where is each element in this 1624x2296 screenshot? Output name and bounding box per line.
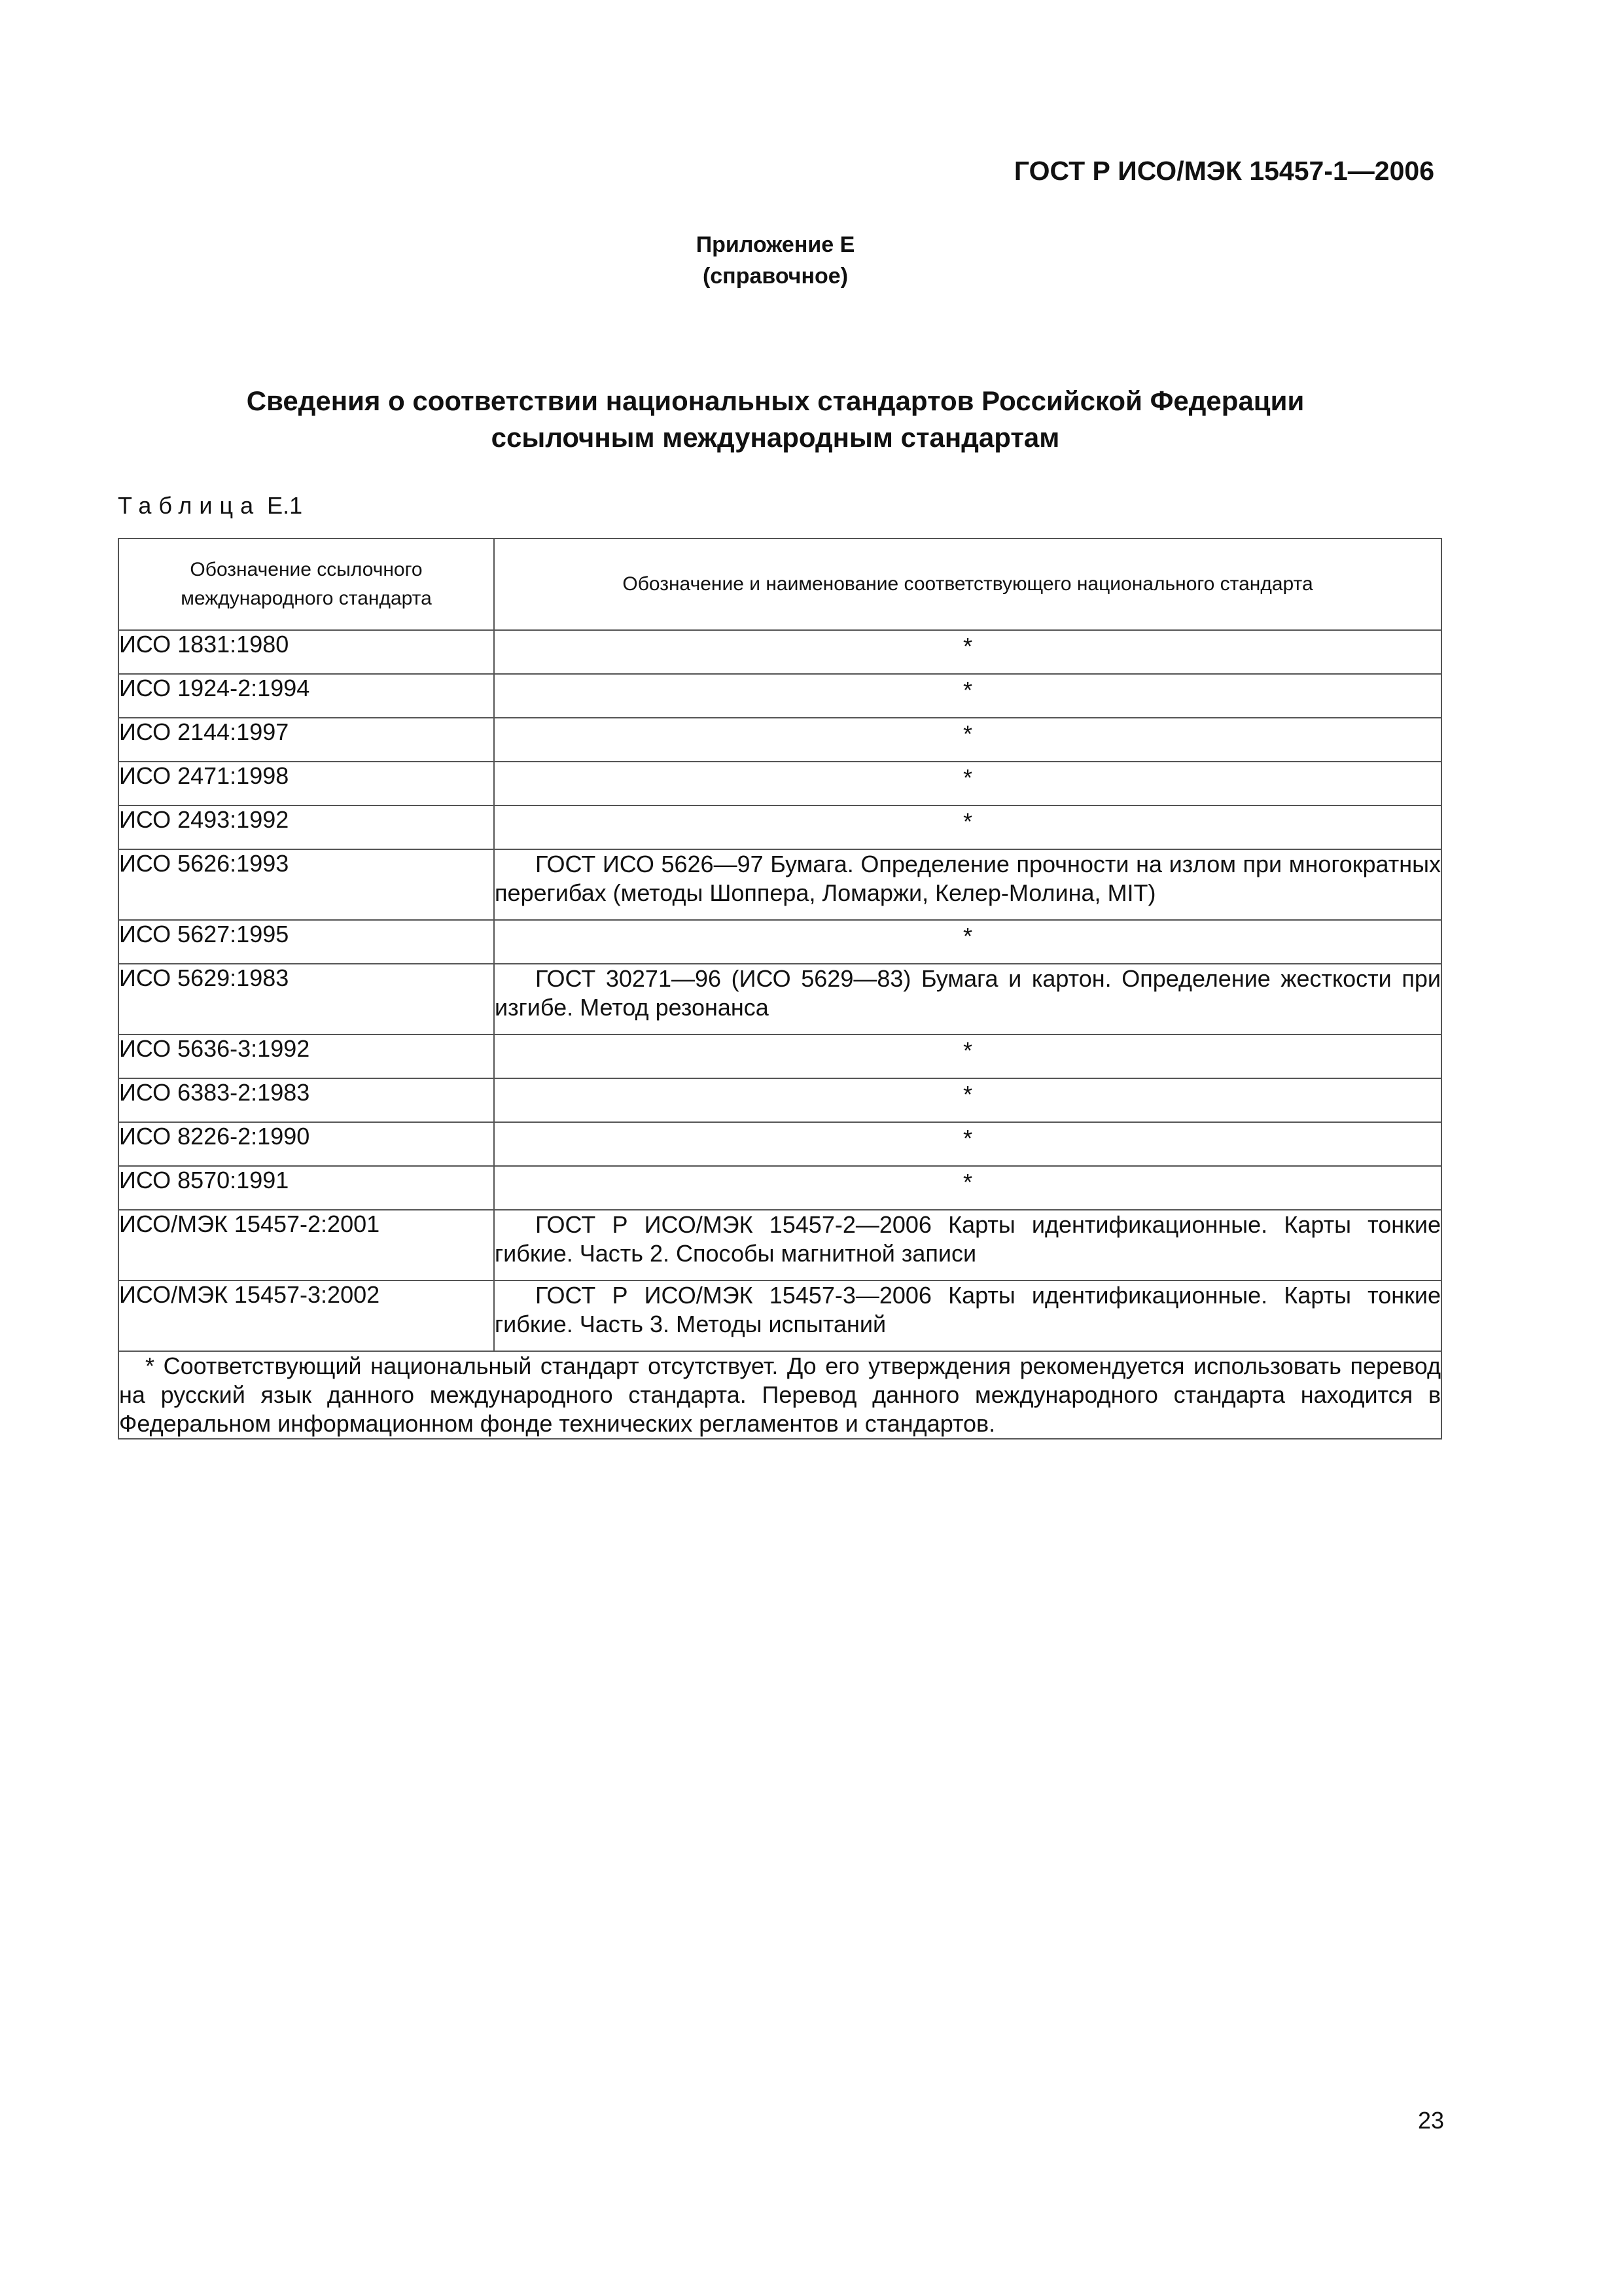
reference-standard-cell: ИСО 8226-2:1990 xyxy=(118,1122,494,1166)
national-standard-text: * xyxy=(962,1125,972,1152)
reference-standard-cell: ИСО/МЭК 15457-2:2001 xyxy=(118,1210,494,1280)
reference-standard-cell: ИСО/МЭК 15457-3:2002 xyxy=(118,1280,494,1351)
reference-standard-cell: ИСО 2144:1997 xyxy=(118,718,494,762)
national-standard-cell xyxy=(494,718,1441,762)
table-row xyxy=(118,674,1441,718)
national-standard-cell xyxy=(494,849,1441,920)
table-row xyxy=(118,920,1441,964)
appendix-label: Приложение Е xyxy=(696,232,855,257)
table-row xyxy=(118,849,1441,920)
national-standard-text: * xyxy=(962,720,972,747)
heading-line-1: Сведения о соответствии национальных стандартов Российской Федерации xyxy=(246,385,1305,416)
table-body xyxy=(118,630,1441,1439)
national-standard-cell xyxy=(494,1280,1441,1351)
table-row xyxy=(118,1078,1441,1122)
reference-standard-cell: ИСО 2471:1998 xyxy=(118,762,494,805)
national-standard-cell xyxy=(494,674,1441,718)
national-standard-cell xyxy=(494,1210,1441,1280)
national-standard-cell xyxy=(494,1122,1441,1166)
national-standard-cell xyxy=(494,1166,1441,1210)
column-header-national: Обозначение и наименование соответствующего национального стандарта xyxy=(494,539,1441,630)
table-row xyxy=(118,1166,1441,1210)
national-standard-text: ГОСТ Р ИСО/МЭК 15457-3—2006 Карты идентификационные. Карты тонкие гибкие. Часть 3. Методы испытаний xyxy=(495,1282,1441,1337)
national-standard-cell xyxy=(494,920,1441,964)
national-standard-text: ГОСТ 30271—96 (ИСО 5629—83) Бумага и картон. Определение жесткости при изгибе. Метод резонанса xyxy=(495,965,1441,1021)
table-row xyxy=(118,630,1441,674)
table-row xyxy=(118,1280,1441,1351)
national-standard-text: * xyxy=(962,1037,972,1064)
national-standard-cell xyxy=(494,1078,1441,1122)
national-standard-text: * xyxy=(962,923,972,949)
appendix-title xyxy=(0,229,1551,292)
national-standard-text: * xyxy=(962,633,972,660)
page-number: 23 xyxy=(1417,2107,1444,2134)
table-row xyxy=(118,964,1441,1034)
reference-standard-cell: ИСО 6383-2:1983 xyxy=(118,1078,494,1122)
table-row xyxy=(118,762,1441,805)
national-standard-cell xyxy=(494,630,1441,674)
heading-line-2: ссылочным международным стандартам xyxy=(491,422,1060,453)
document-code: ГОСТ Р ИСО/МЭК 15457-1—2006 xyxy=(1014,156,1434,186)
reference-standard-cell: ИСО 8570:1991 xyxy=(118,1166,494,1210)
section-heading xyxy=(0,383,1551,456)
national-standard-text: * xyxy=(962,1169,972,1195)
reference-standard-cell: ИСО 5629:1983 xyxy=(118,964,494,1034)
reference-standard-cell: ИСО 2493:1992 xyxy=(118,805,494,849)
national-standard-text: ГОСТ ИСО 5626—97 Бумага. Определение прочности на излом при многократных перегибах (методы Шоппера, Ломаржи, Келер-Молина, MIT) xyxy=(495,851,1441,906)
national-standard-cell xyxy=(494,964,1441,1034)
appendix-type: (справочное) xyxy=(702,264,849,289)
national-standard-cell xyxy=(494,805,1441,849)
table-row xyxy=(118,718,1441,762)
table-label xyxy=(118,492,302,520)
reference-standard-cell: ИСО 1831:1980 xyxy=(118,630,494,674)
table-row xyxy=(118,1210,1441,1280)
national-standard-text: ГОСТ Р ИСО/МЭК 15457-2—2006 Карты идентификационные. Карты тонкие гибкие. Часть 2. Способы магнитной записи xyxy=(495,1211,1441,1267)
national-standard-text: * xyxy=(962,677,972,703)
table-row xyxy=(118,1122,1441,1166)
footnote-row xyxy=(118,1351,1441,1439)
column-header-reference: Обозначение ссылочного международного стандарта xyxy=(118,539,494,630)
standards-table xyxy=(118,538,1442,1439)
table-row xyxy=(118,1034,1441,1078)
national-standard-text: * xyxy=(962,1081,972,1108)
table-footnote xyxy=(118,1351,1441,1439)
national-standard-cell xyxy=(494,1034,1441,1078)
reference-standard-cell: ИСО 5636-3:1992 xyxy=(118,1034,494,1078)
reference-standard-cell: ИСО 1924-2:1994 xyxy=(118,674,494,718)
footnote-text: * Соответствующий национальный стандарт отсутствует. До его утверждения рекомендуется использовать перевод на русский язык данного международного стандарта. Перевод данного международного стандарта находится в Федеральном информационном фонде технических регламентов и стандартов. xyxy=(119,1352,1441,1437)
reference-standard-cell: ИСО 5627:1995 xyxy=(118,920,494,964)
reference-standard-cell: ИСО 5626:1993 xyxy=(118,849,494,920)
table-row xyxy=(118,805,1441,849)
table-label-number: Е.1 xyxy=(267,492,303,519)
national-standard-text: * xyxy=(962,764,972,791)
national-standard-text: * xyxy=(962,808,972,835)
national-standard-cell xyxy=(494,762,1441,805)
table-label-prefix: Таблица xyxy=(118,492,261,519)
